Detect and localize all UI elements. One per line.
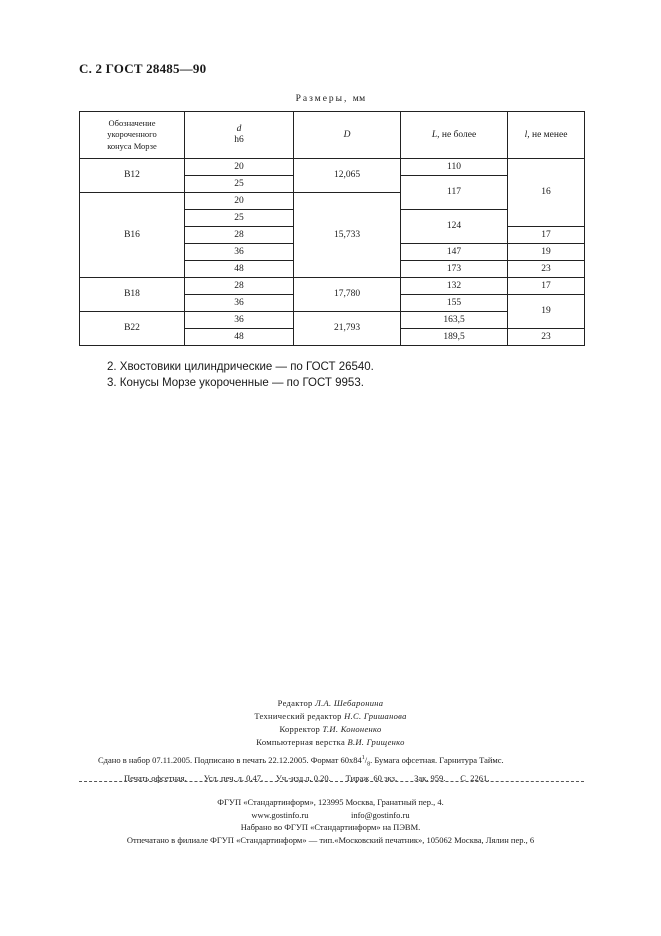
publisher-footer bbox=[0, 796, 661, 846]
d-cell: 25 bbox=[185, 176, 294, 193]
header-d: d h6 bbox=[185, 112, 294, 159]
l-cell: 23 bbox=[508, 261, 585, 278]
cone-b22: В22 bbox=[80, 312, 185, 346]
L-cell: 110 bbox=[401, 159, 508, 176]
header-l: l, не менее bbox=[508, 112, 585, 159]
d-cell: 20 bbox=[185, 159, 294, 176]
L-cell: 124 bbox=[401, 210, 508, 244]
staff-line: Компьютерная верстка В.И. Грищенко bbox=[256, 737, 405, 747]
page-header: С. 2 ГОСТ 28485—90 bbox=[79, 61, 207, 76]
dimensions-table bbox=[79, 111, 585, 346]
d-cell: 28 bbox=[185, 278, 294, 295]
cone-b18: В18 bbox=[80, 278, 185, 312]
L-cell: 189,5 bbox=[401, 329, 508, 346]
L-cell: 163,5 bbox=[401, 312, 508, 329]
L-cell: 132 bbox=[401, 278, 508, 295]
D-cell: 21,793 bbox=[294, 312, 401, 346]
l-cell: 16 bbox=[508, 159, 585, 227]
note-2: 2. Хвостовики цилиндрические — по ГОСТ 26540. bbox=[107, 361, 374, 373]
d-cell: 48 bbox=[185, 261, 294, 278]
footer-line: ФГУП «Стандартинформ», 123995 Москва, Гранатный пер., 4. bbox=[217, 797, 444, 807]
l-cell: 19 bbox=[508, 295, 585, 329]
table-caption bbox=[0, 94, 661, 104]
l-cell: 17 bbox=[508, 278, 585, 295]
cone-b16: В16 bbox=[80, 193, 185, 278]
table-row bbox=[80, 159, 585, 176]
footer-line: Набрано во ФГУП «Стандартинформ» на ПЭВМ. bbox=[240, 822, 421, 832]
imprint-line-2: Печать офсетная. Усл. печ. л. 0,47. Уч.-изд.л. 0,20. Тираж 60 экз. Зак. 959. С 2261. bbox=[124, 772, 490, 783]
caption-unit: мм bbox=[352, 94, 366, 104]
l-cell: 23 bbox=[508, 329, 585, 346]
D-cell: 15,733 bbox=[294, 193, 401, 278]
d-cell: 48 bbox=[185, 329, 294, 346]
editorial-staff bbox=[0, 697, 661, 749]
table-row bbox=[80, 278, 585, 295]
D-cell: 17,780 bbox=[294, 278, 401, 312]
staff-line: Корректор Т.И. Кононенко bbox=[279, 724, 382, 734]
staff-line: Технический редактор Н.С. Гришанова bbox=[254, 711, 407, 721]
cone-b12: В12 bbox=[80, 159, 185, 193]
imprint-line-1: Сдано в набор 07.11.2005. Подписано в печать 22.12.2005. Формат $60x84^1/_8$. Бумага офсетная. Гарнитура Таймс. bbox=[98, 754, 504, 768]
header-cone-designation: Обозначение укороченного конуса Морзе bbox=[80, 112, 185, 159]
L-cell: 173 bbox=[401, 261, 508, 278]
l-cell: 19 bbox=[508, 244, 585, 261]
l-cell: 17 bbox=[508, 227, 585, 244]
L-cell: 147 bbox=[401, 244, 508, 261]
notes bbox=[107, 359, 374, 391]
staff-line: Редактор Л.А. Шебаронина bbox=[277, 698, 384, 708]
d-cell: 28 bbox=[185, 227, 294, 244]
caption-label: Размеры, bbox=[295, 94, 349, 104]
L-cell: 155 bbox=[401, 295, 508, 312]
note-3: 3. Конусы Морзе укороченные — по ГОСТ 9953. bbox=[107, 377, 364, 389]
d-cell: 25 bbox=[185, 210, 294, 227]
L-cell: 117 bbox=[401, 176, 508, 210]
d-cell: 36 bbox=[185, 295, 294, 312]
d-cell: 20 bbox=[185, 193, 294, 210]
d-cell: 36 bbox=[185, 312, 294, 329]
d-cell: 36 bbox=[185, 244, 294, 261]
footer-line: www.gostinfo.ru info@gostinfo.ru bbox=[251, 809, 410, 820]
table-header-row bbox=[80, 112, 585, 159]
header-D: D bbox=[294, 112, 401, 159]
header-L: L, не более bbox=[401, 112, 508, 159]
D-cell: 12,065 bbox=[294, 159, 401, 193]
divider bbox=[79, 781, 584, 782]
imprint bbox=[98, 752, 504, 785]
footer-line: Отпечатано в филиале ФГУП «Стандартинформ» — тип.«Московский печатник», 105062 Москва, Лялин пер., 6 bbox=[126, 834, 535, 845]
